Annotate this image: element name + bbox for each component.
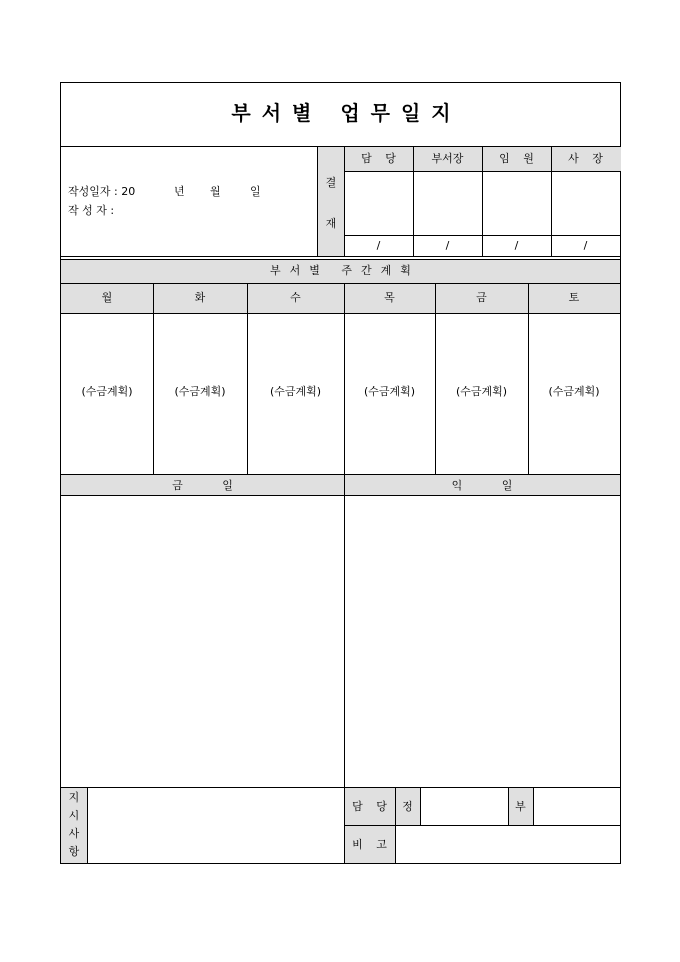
weekly-title-bottom-line [61, 283, 620, 284]
year-label: 년 [174, 185, 185, 198]
weekday-col-line-5 [528, 283, 529, 474]
weekday-fri: 금 [476, 291, 487, 304]
weekday-thu: 목 [384, 291, 395, 304]
footer-top-line [61, 787, 620, 788]
instructions-label-line [87, 787, 88, 863]
weekly-plan-title: 부서별 주간계획 [270, 264, 420, 277]
tomorrow-label: 익 일 [451, 479, 531, 492]
approval-slash-1: / [376, 239, 381, 252]
weekday-col-line-1 [153, 283, 154, 474]
secondary-label: 부 [515, 800, 526, 813]
remarks-label: 비 고 [352, 838, 392, 851]
weekday-tue: 화 [194, 291, 206, 304]
header-bottom-line [61, 256, 620, 257]
collection-plan-thu: (수금계획) [363, 385, 416, 398]
month-label: 월 [210, 185, 221, 198]
collection-plan-fri: (수금계획) [455, 385, 508, 398]
weekday-mon: 월 [101, 291, 113, 304]
instructions-char-3: 사 [68, 827, 80, 840]
weekday-header-line [61, 313, 620, 314]
approval-label-bg [318, 147, 344, 256]
approval-col-dept-head: 부서장 [431, 152, 464, 165]
approval-col-executive: 임 원 [499, 152, 539, 165]
approval-label-top: 결 [325, 176, 337, 189]
collection-plan-tue: (수금계획) [174, 385, 226, 398]
work-log-form [60, 82, 621, 864]
instructions-char-2: 시 [68, 809, 80, 822]
weekday-col-line-4 [435, 283, 436, 474]
title-divider [61, 146, 620, 147]
author-label: 작 성 자 : [68, 204, 115, 217]
primary-label-line [420, 787, 421, 825]
approval-label-bottom: 재 [325, 217, 337, 230]
collection-plan-mon: (수금계획) [81, 385, 133, 398]
approval-slash-2: / [445, 239, 450, 252]
primary-label: 정 [402, 800, 413, 813]
weekday-sat: 토 [568, 291, 580, 304]
collection-plan-sat: (수금계획) [548, 385, 600, 398]
collection-plan-wed: (수금계획) [269, 385, 322, 398]
day-label: 일 [250, 185, 261, 198]
approval-slash-3: / [514, 239, 519, 252]
footer-middle-line [344, 825, 620, 826]
today-label: 금 일 [172, 479, 251, 492]
page-title: 부서별 업무일지 [231, 101, 462, 125]
approval-col-manager: 담 당 [361, 152, 401, 165]
weekday-col-line-3 [344, 283, 345, 474]
today-header-line [61, 495, 620, 496]
date-label: 작성일자 : 20 [68, 185, 136, 198]
instructions-char-1: 지 [68, 791, 80, 804]
approval-col-president: 사 장 [568, 152, 608, 165]
weekly-title-top-line [61, 259, 620, 260]
weekday-wed: 수 [290, 291, 301, 304]
approval-label-left-line [317, 146, 318, 256]
instructions-char-4: 항 [68, 845, 80, 858]
approval-slash-4: / [583, 239, 588, 252]
secondary-label-right-line [533, 787, 534, 825]
charge-label-line [395, 787, 396, 863]
charge-label: 담 당 [352, 800, 392, 813]
weekday-col-line-2 [247, 283, 248, 474]
weekly-bottom-line [61, 474, 620, 475]
